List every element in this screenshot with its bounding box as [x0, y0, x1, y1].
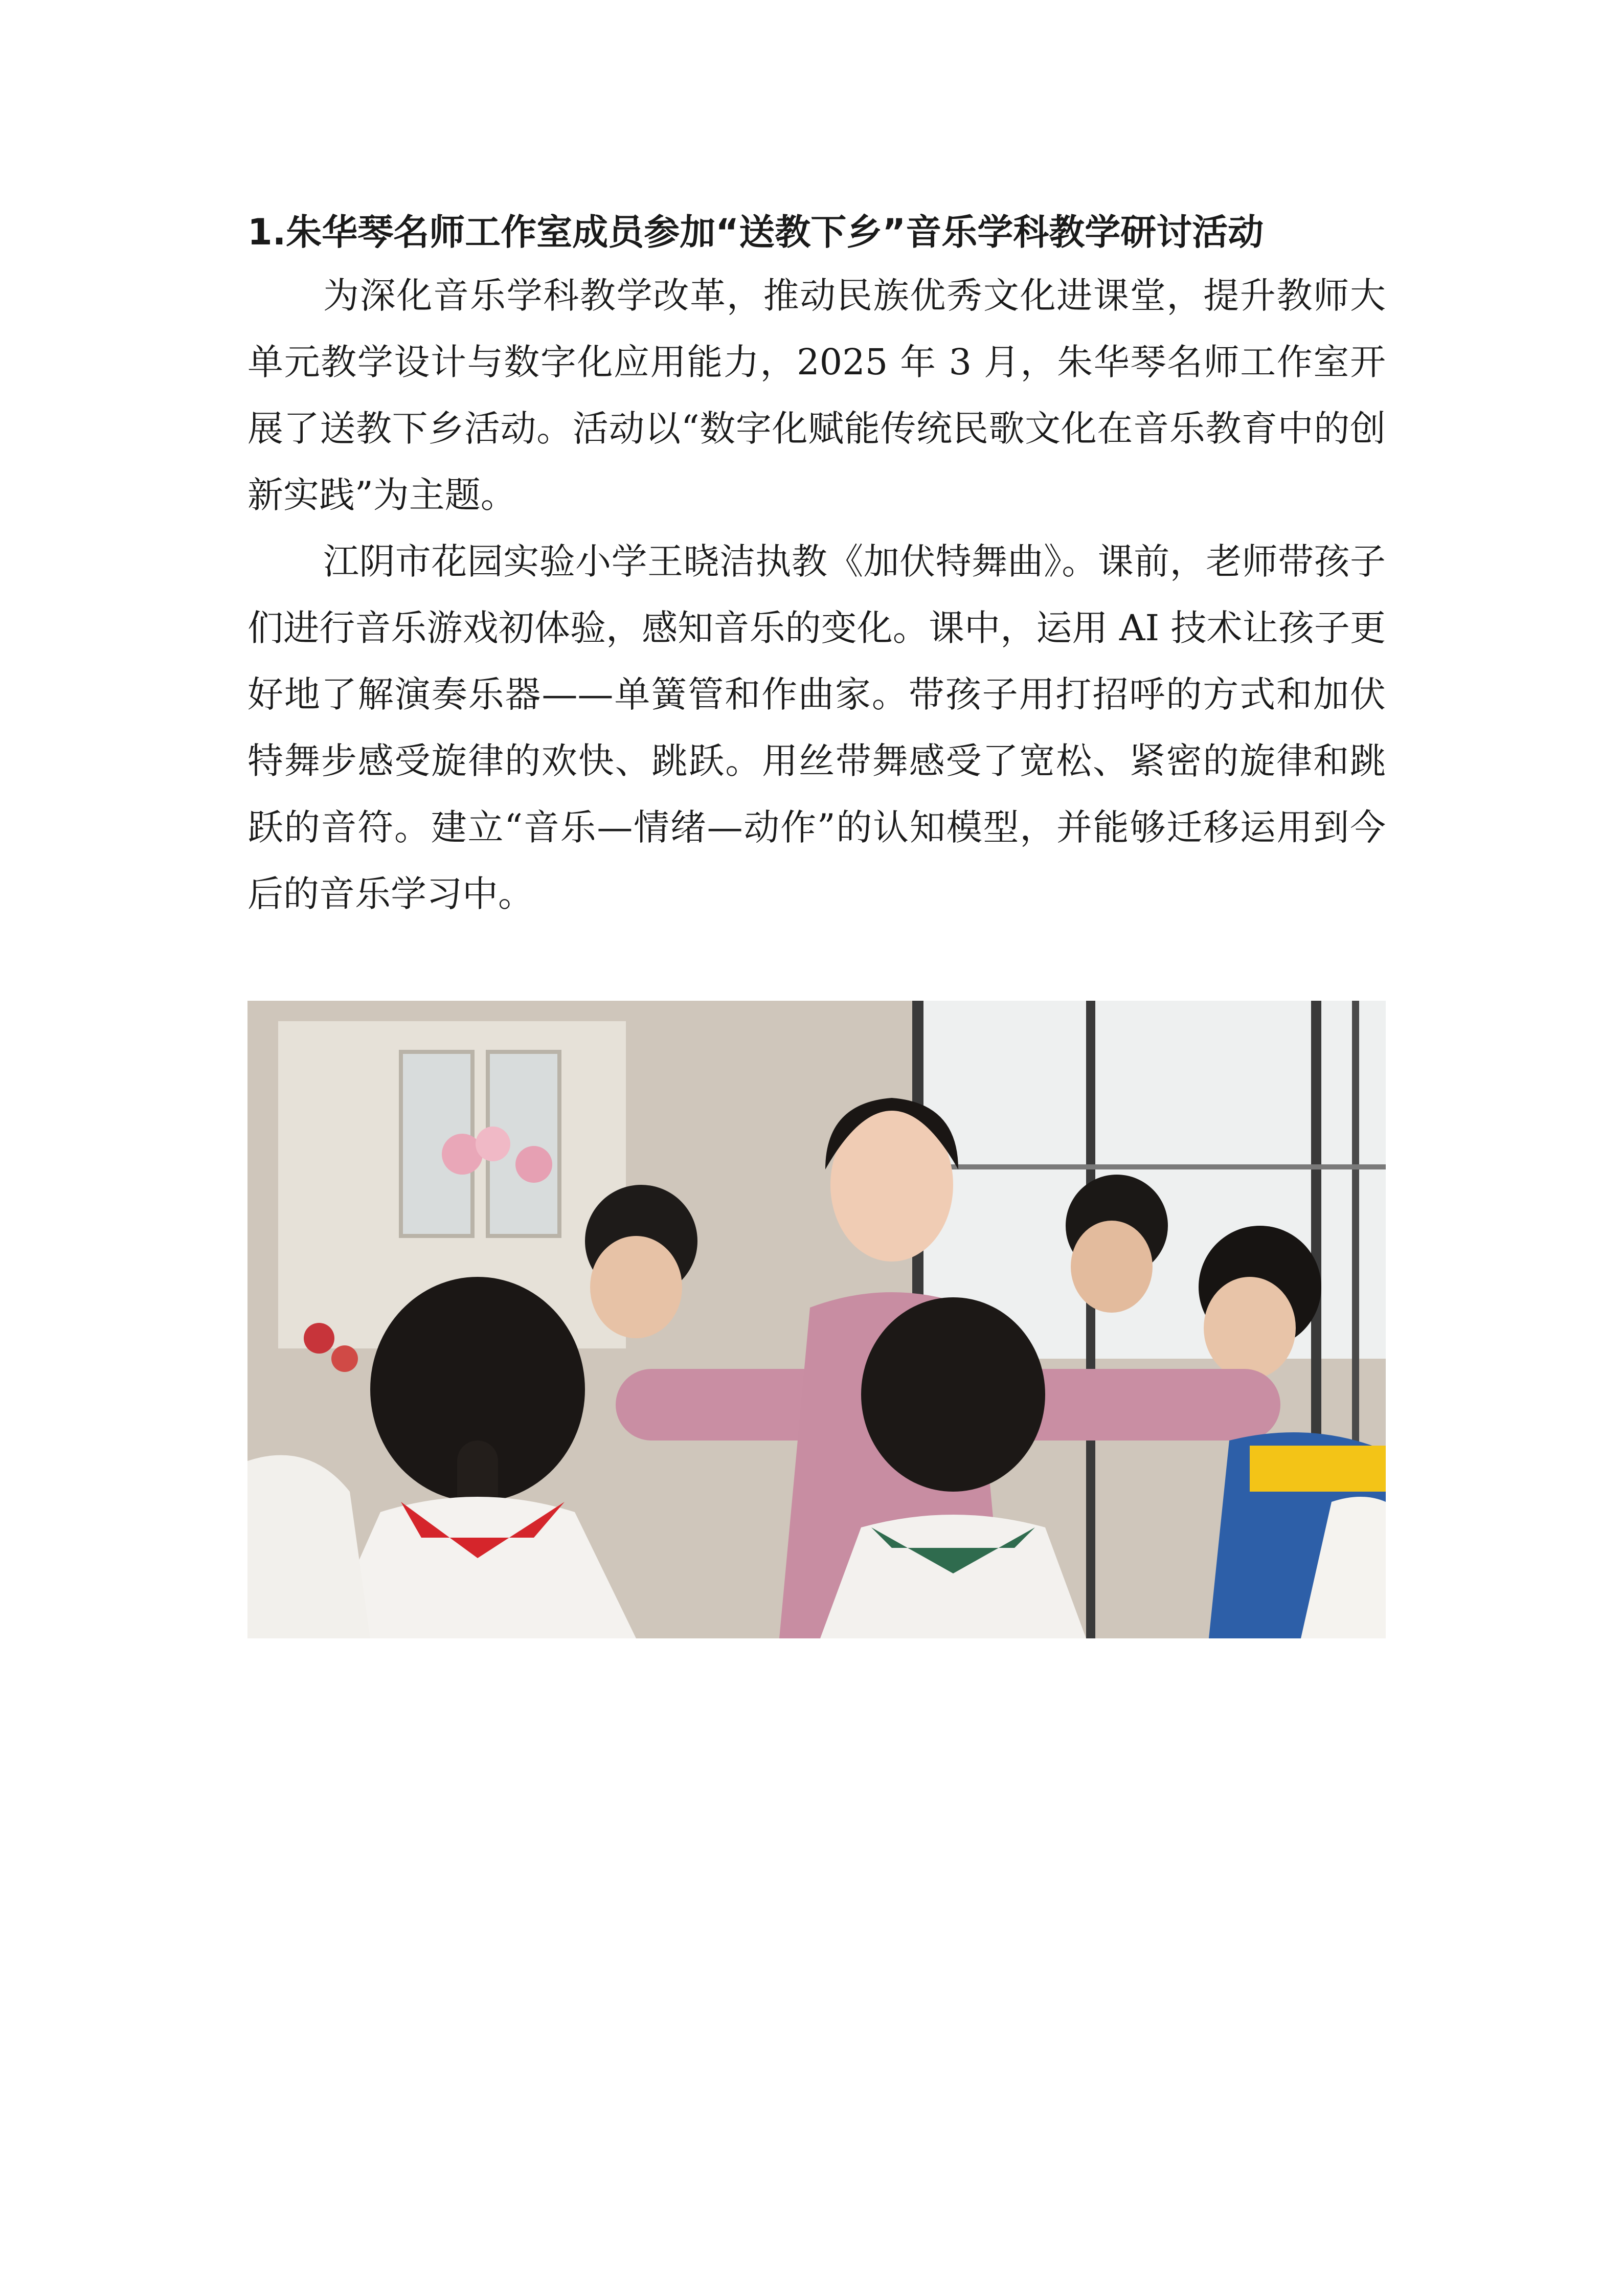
paragraph-lesson: 江阴市花园实验小学王晓洁执教《加伏特舞曲》。课前，老师带孩子们进行音乐游戏初体验，感知音乐的变化。课中，运用 AI 技术让孩子更好地了解演奏乐器——单簧管和作曲家。带孩子用打招呼的方式和加伏特舞步感受旋律的欢快、跳跃。用丝带舞感受了宽松、紧密的旋律和跳跃的音符。建立“音乐—情绪—动作”的认知模型，并能够迁移运用到今后的音乐学习中。: [247, 541, 1386, 915]
article-heading: 1.朱华琴名师工作室成员参加“送教下乡”音乐学科教学研讨活动: [247, 211, 1264, 253]
paragraph-intro: 为深化音乐学科教学改革，推动民族优秀文化进课堂，提升教师大单元教学设计与数字化应用能力，2025 年 3 月，朱华琴名师工作室开展了送教下乡活动。活动以“数字化赋能传统民歌文化在音乐教育中的创新实践”为主题。: [247, 275, 1386, 516]
classroom-photo: [247, 1001, 1386, 1638]
article-body: [247, 202, 1386, 927]
